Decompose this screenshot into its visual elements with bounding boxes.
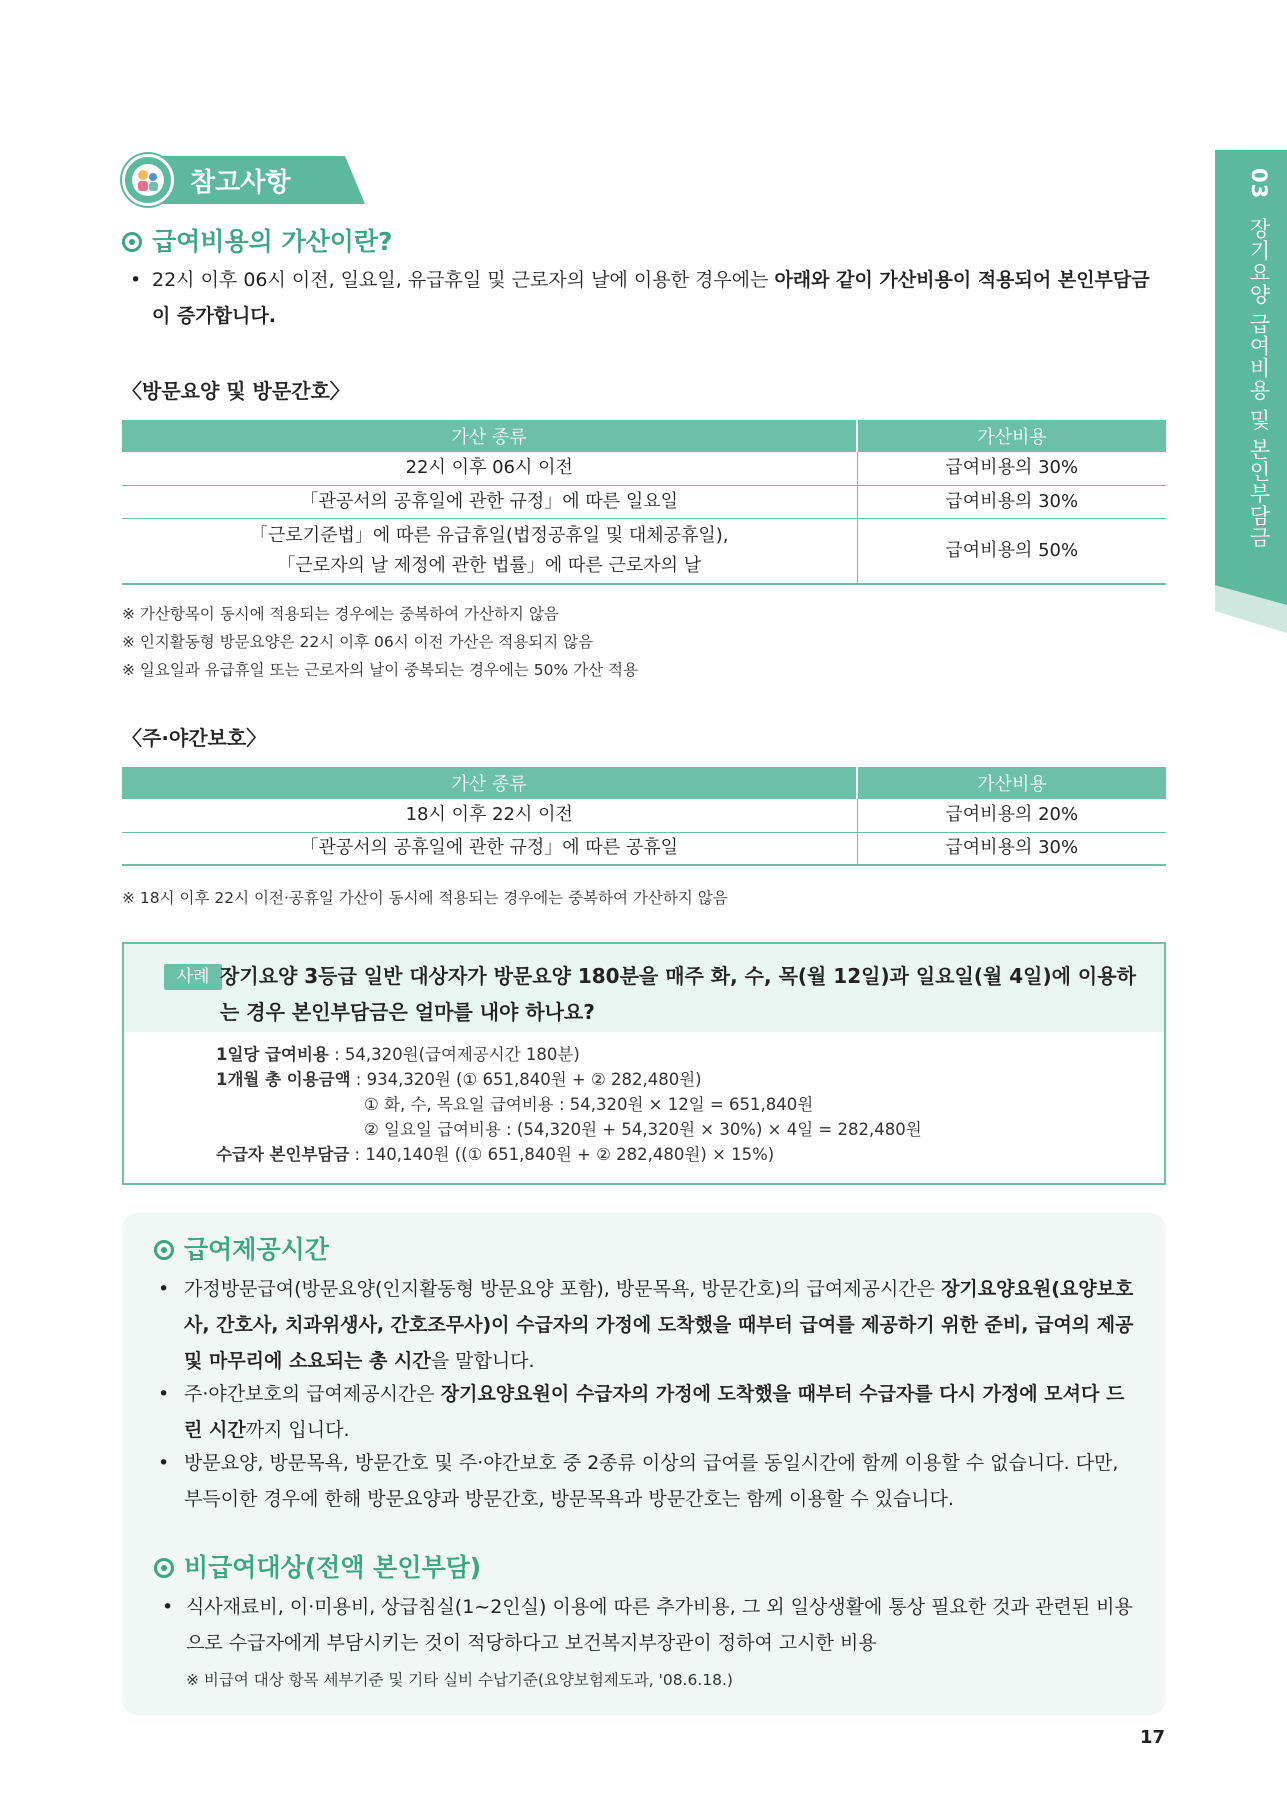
illustration-figure-icon (132, 164, 164, 196)
bullet-dot: • (130, 269, 142, 291)
table-header-row (122, 420, 1166, 452)
note-line: ※ 18시 이후 22시 이전·공휴일 가산이 동시에 적용되는 경우에는 중복하여 가산하지 않음 (122, 889, 728, 907)
example-copayment: 수급자 본인부담금 : 140,140원 ((① 651,840원 + ② 282,480원) × 15%) (216, 1145, 775, 1164)
column-header-type: 가산 종류 (122, 767, 857, 799)
table2-notes (122, 884, 728, 912)
section-title-surcharge: 급여비용의 가산이란? (122, 222, 393, 258)
surcharge-table-home-care (122, 420, 1166, 585)
cell-cost: 급여비용의 50% (857, 518, 1166, 584)
table-header-row (122, 767, 1166, 799)
bullet-dot: • (158, 1383, 170, 1405)
table1-heading: 〈방문요양 및 방문간호〉 (122, 379, 350, 403)
section-title-service-time: 급여제공시간 (154, 1230, 329, 1266)
cell-cost: 급여비용의 20% (857, 799, 1166, 832)
example-daily-cost: 1일당 급여비용 : 54,320원(급여제공시간 180분) (216, 1045, 580, 1064)
note-line: ※ 일요일과 유급휴일 또는 근로자의 날이 중복되는 경우에는 50% 가산 적용 (122, 661, 638, 679)
surcharge-description: 22시 이후 06시 이전, 일요일, 유급휴일 및 근로자의 날에 이용한 경우에는 아래와 같이 가산비용이 적용되어 본인부담금이 증가합니다. (152, 269, 1150, 327)
cell-type: 22시 이후 06시 이전 (122, 452, 857, 485)
table-row (122, 832, 1166, 865)
cell-type: 18시 이후 22시 이전 (122, 799, 857, 832)
example-calc-sunday: ② 일요일 급여비용 : (54,320원 + 54,320원 × 30%) × 4일 = 282,480원 (364, 1120, 922, 1139)
reference-badge (122, 154, 362, 206)
cell-cost: 급여비용의 30% (857, 832, 1166, 865)
note-line: ※ 가산항목이 동시에 적용되는 경우에는 중복하여 가산하지 않음 (122, 605, 559, 623)
reference-badge-label: 참고사항 (190, 168, 291, 198)
table-row (122, 485, 1166, 518)
section-title-non-covered: 비급여대상(전액 본인부담) (154, 1548, 481, 1584)
table1-notes (122, 600, 638, 684)
non-covered-description: 식사재료비, 이·미용비, 상급침실(1~2인실) 이용에 따른 추가비용, 그 외 일상생활에 통상 필요한 것과 관련된 비용으로 수급자에게 부담시키는 것이 적당하다고 보건복지부장관이 정하여 고시한 비용 (186, 1596, 1133, 1654)
cell-type: 「근로기준법」에 따른 유급휴일(법정공휴일 및 대체공휴일), 「근로자의 날 제정에 관한 법률」에 따른 근로자의 날 (122, 518, 857, 584)
reference-illustration-icon (122, 154, 174, 206)
bullet-dot: • (158, 1278, 170, 1300)
target-circle-icon (154, 1558, 174, 1578)
example-question-area (124, 944, 1164, 1032)
note-line: ※ 인지활동형 방문요양은 22시 이후 06시 이전 가산은 적용되지 않음 (122, 633, 594, 651)
cell-cost: 급여비용의 30% (857, 485, 1166, 518)
example-tag: 사례 (164, 964, 222, 990)
table-row (122, 799, 1166, 832)
chapter-title: 장기요양 급여비용 및 본인부담금 (1247, 217, 1271, 549)
bullet-dot: • (162, 1596, 174, 1618)
chapter-tab-fold (1215, 585, 1287, 633)
table-row (122, 518, 1166, 584)
column-header-type: 가산 종류 (122, 420, 857, 452)
example-monthly-total: 1개월 총 이용금액 : 934,320원 (① 651,840원 + ② 282,480원) (216, 1070, 702, 1089)
example-question: 장기요양 3등급 일반 대상자가 방문요양 180분을 매주 화, 수, 목(월 12일)과 일요일(월 4일)에 이용하는 경우 본인부담금은 얼마를 내야 하나요? (220, 964, 1136, 1024)
table-row (122, 452, 1166, 485)
cell-type: 「관공서의 공휴일에 관한 규정」에 따른 일요일 (122, 485, 857, 518)
column-header-cost: 가산비용 (857, 767, 1166, 799)
chapter-number: 03 (1247, 168, 1271, 200)
example-box (122, 942, 1166, 1185)
service-combination-rule: 방문요양, 방문목욕, 방문간호 및 주·야간보호 중 2종류 이상의 급여를 동일시간에 함께 이용할 수 없습니다. 다만, 부득이한 경우에 한해 방문요양과 방문간호, 방문목욕과 방문간호는 함께 이용할 수 있습니다. (184, 1452, 1119, 1510)
cell-type: 「관공서의 공휴일에 관한 규정」에 따른 공휴일 (122, 832, 857, 865)
non-covered-note: ※ 비급여 대상 항목 세부기준 및 기타 실비 수납기준(요양보험제도과, '08.6.18.) (186, 1671, 733, 1689)
service-time-daycare: 주·야간보호의 급여제공시간은 장기요양요원이 수급자의 가정에 도착했을 때부터 수급자를 다시 가정에 모셔다 드린 시간까지 입니다. (184, 1383, 1125, 1441)
column-header-cost: 가산비용 (857, 420, 1166, 452)
target-circle-icon (154, 1240, 174, 1260)
chapter-tab-text (1228, 168, 1274, 568)
example-calc-weekday: ① 화, 수, 목요일 급여비용 : 54,320원 × 12일 = 651,840원 (364, 1095, 814, 1114)
page-number: 17 (1140, 1727, 1166, 1748)
target-circle-icon (122, 232, 142, 252)
bullet-dot: • (158, 1452, 170, 1474)
cell-cost: 급여비용의 30% (857, 452, 1166, 485)
table2-heading: 〈주·야간보호〉 (122, 726, 267, 750)
service-time-home: 가정방문급여(방문요양(인지활동형 방문요양 포함), 방문목욕, 방문간호)의 급여제공시간은 장기요양요원(요양보호사, 간호사, 치과위생사, 간호조무사)이 수급자의 가정에 도착했을 때부터 급여를 제공하기 위한 준비, 급여의 제공 및 마무리에 소요되는 총 시간을 말합니다. (184, 1278, 1134, 1372)
surcharge-table-day-care (122, 767, 1166, 866)
